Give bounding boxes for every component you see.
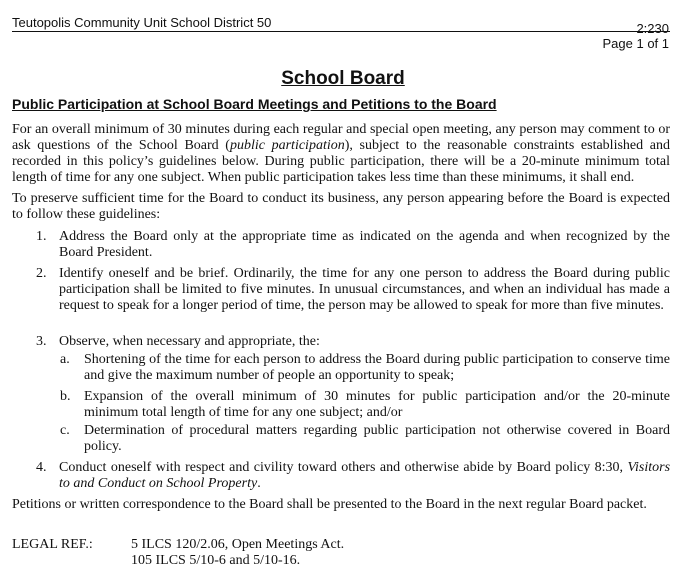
guideline-text: Identify oneself and be brief. Ordinarily, the time for any one person to address the Board during public participation shall be limited to five minutes. In unusual circumstances, and when an individual has made a request to speak for a longer period of time, the person may be allowed to speak for more than five minutes. [59,266,670,313]
guideline-text [59,460,670,492]
legal-ref-label: LEGAL REF.: [12,537,93,552]
sub-item-text: Shortening of the time for each person to address the Board during public participation to conserve time and give the maximum number of people an opportunity to speak; [84,352,670,383]
policy-subtitle: Public Participation at School Board Meetings and Petitions to the Board [12,96,497,112]
intro-emphasis: public participation [229,138,345,153]
district-name: Teutopolis Community Unit School District 50 [12,15,272,30]
guideline-number: 2. [36,266,47,281]
legal-ref-item: 5 ILCS 120/2.06, Open Meetings Act. [131,537,345,552]
petitions-paragraph: Petitions or written correspondence to the Board shall be presented to the Board in the next regular Board packet. [12,497,647,512]
guideline-number: 1. [36,229,47,244]
sub-item-text: Determination of procedural matters regarding public participation not otherwise covered in Board policy. [84,423,670,454]
guideline-number: 3. [36,334,47,349]
page-title: School Board [281,68,405,89]
sub-item-letter: b. [60,389,71,404]
page-number: Page 1 of 1 [602,36,669,51]
preserve-paragraph: To preserve sufficient time for the Board to conduct its business, any person appearing before the Board is expected to follow these guidelines: [12,191,670,222]
legal-ref-item: 105 ILCS 5/10-6 and 5/10-16. [131,553,301,568]
intro-text-before: For an overall minimum of 30 minutes during each regular and special open meeting, any person may comment to or ask questions of the School Board ( [12,122,670,153]
guideline-text: Address the Board only at the appropriate time as indicated on the agenda and when recognized by the Board President. [59,229,670,260]
guideline-text: Observe, when necessary and appropriate, the: [59,334,320,349]
guideline-text-main: Conduct oneself with respect and civility toward others and otherwise abide by Board policy 8:30, [59,460,624,475]
policy-title-emphasis: Visitors to and Conduct on School Property [59,460,671,491]
sub-item-letter: c. [60,423,70,438]
policy-code: 2:230 [636,21,669,36]
intro-paragraph [12,122,670,186]
sub-item-text: Expansion of the overall minimum of 30 minutes for public participation and/or the 20-minute minimum total length of time for any one subject; and/or [84,389,670,420]
intro-text-after: ), subject to the reasonable constraints established and recorded in this policy’s guidelines below. During public participation, there will be a 20-minute minimum total length of time for any one subject. When public participation takes less time than these minimums, it shall end. [12,138,670,185]
guideline-text-end: . [257,476,261,491]
header-rule [12,31,670,32]
guideline-number: 4. [36,460,47,475]
sub-item-letter: a. [60,352,70,367]
